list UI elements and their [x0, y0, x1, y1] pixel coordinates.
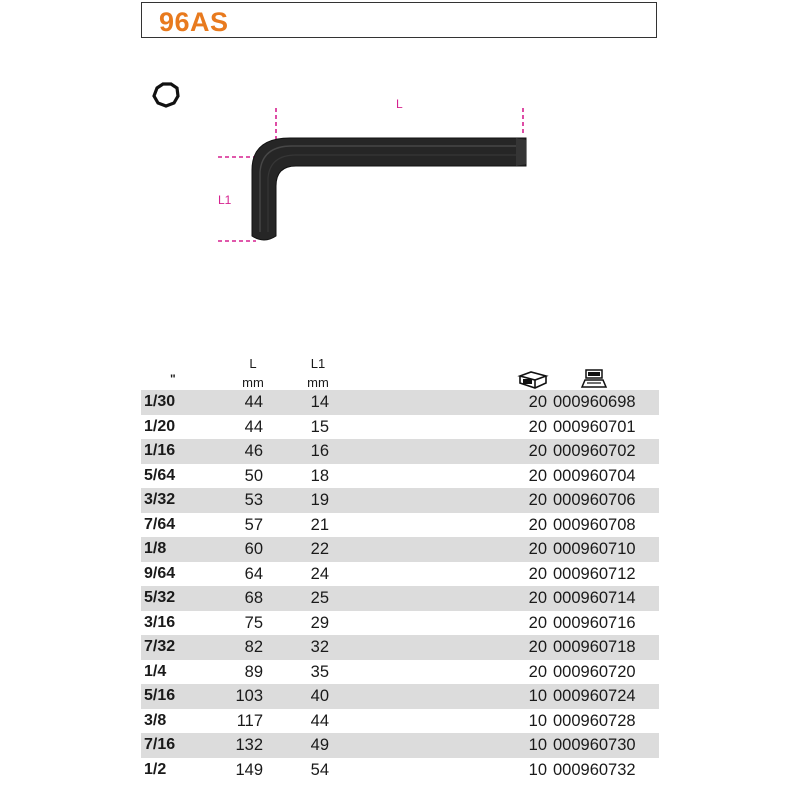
l1-header-unit: mm [307, 375, 329, 390]
page-title: 96AS [159, 7, 229, 37]
length-cell: 103 [235, 687, 263, 705]
size-cell: 1/2 [144, 760, 167, 778]
table-row [141, 513, 659, 538]
length-cell: 64 [244, 564, 263, 583]
short-length-cell: 54 [310, 760, 329, 779]
size-cell: 5/16 [144, 687, 176, 704]
quantity-cell: 20 [528, 491, 547, 509]
length-cell: 68 [244, 589, 263, 607]
table-row [141, 586, 659, 611]
product-code-cell: 000960710 [553, 540, 636, 558]
product-code-cell: 000960724 [553, 687, 636, 705]
table-row [141, 439, 659, 464]
quantity-cell: 20 [528, 662, 547, 681]
l-header-label: L [249, 356, 257, 371]
length-cell: 53 [244, 491, 263, 509]
hexagon-icon [154, 84, 178, 106]
product-code-cell: 000960720 [553, 662, 636, 681]
quantity-cell: 20 [528, 515, 547, 534]
size-cell: 1/4 [144, 662, 167, 680]
short-length-cell: 24 [310, 564, 329, 583]
short-length-cell: 44 [310, 711, 329, 730]
table-row [141, 390, 659, 415]
size-cell: 3/16 [144, 613, 176, 631]
quantity-cell: 10 [528, 687, 547, 705]
size-cell: 7/32 [144, 638, 176, 655]
product-code-cell: 000960714 [553, 589, 636, 607]
table-row [141, 611, 659, 636]
size-cell: 1/8 [144, 540, 167, 557]
quantity-cell: 20 [528, 589, 547, 607]
product-code-cell: 000960716 [553, 613, 636, 632]
short-length-cell: 22 [310, 540, 329, 558]
quantity-cell: 20 [528, 393, 547, 411]
length-cell: 117 [236, 711, 263, 730]
length-cell: 89 [244, 662, 263, 681]
inch-column-header: " [170, 372, 176, 386]
short-length-cell: 16 [310, 442, 329, 460]
table-row [141, 660, 659, 685]
short-length-cell: 21 [310, 515, 329, 534]
product-code-cell: 000960698 [553, 393, 636, 411]
quantity-cell: 10 [528, 711, 547, 730]
table-row [141, 464, 659, 489]
product-code-icon [580, 369, 608, 389]
short-length-cell: 49 [310, 736, 329, 754]
length-cell: 46 [244, 442, 263, 460]
product-code-cell: 000960728 [553, 711, 636, 730]
product-code-cell: 000960730 [553, 736, 636, 754]
length-cell: 44 [244, 393, 263, 411]
dim-label-l: L [396, 97, 403, 111]
product-code-cell: 000960708 [553, 515, 636, 534]
table-row [141, 537, 659, 562]
product-code-cell: 000960718 [553, 638, 636, 656]
length-cell: 60 [244, 540, 263, 558]
hex-key-shape [252, 138, 526, 240]
short-length-cell: 32 [310, 638, 329, 656]
size-cell: 5/64 [144, 466, 176, 484]
short-length-cell: 15 [310, 417, 329, 436]
product-code-cell: 000960701 [553, 417, 636, 436]
size-cell: 1/16 [144, 442, 176, 459]
length-cell: 75 [244, 613, 263, 632]
short-length-cell: 29 [310, 613, 329, 632]
product-code-cell: 000960704 [553, 466, 636, 485]
size-cell: 9/64 [144, 564, 176, 582]
hex-key-illustration [0, 0, 800, 330]
size-cell: 5/32 [144, 589, 176, 606]
short-length-cell: 25 [310, 589, 329, 607]
table-row [141, 733, 659, 758]
quantity-cell: 20 [528, 442, 547, 460]
quantity-cell: 20 [528, 564, 547, 583]
quantity-cell: 20 [528, 466, 547, 485]
quantity-cell: 20 [528, 417, 547, 436]
product-table [141, 390, 659, 782]
quantity-cell: 20 [528, 613, 547, 632]
short-length-cell: 40 [310, 687, 329, 705]
l-column-header [238, 356, 268, 390]
quantity-cell: 20 [528, 638, 547, 656]
short-length-cell: 19 [310, 491, 329, 509]
length-cell: 149 [235, 760, 263, 779]
quantity-cell: 10 [528, 760, 547, 779]
length-cell: 132 [235, 736, 263, 754]
table-row [141, 562, 659, 587]
length-cell: 82 [244, 638, 263, 656]
length-cell: 44 [244, 417, 263, 436]
length-cell: 50 [244, 466, 263, 485]
l-header-unit: mm [242, 375, 264, 390]
product-code-cell: 000960732 [553, 760, 636, 779]
size-cell: 7/64 [144, 515, 176, 533]
length-cell: 57 [244, 515, 263, 534]
table-row [141, 684, 659, 709]
product-code-cell: 000960712 [553, 564, 636, 583]
table-row [141, 635, 659, 660]
quantity-cell: 20 [528, 540, 547, 558]
size-cell: 3/32 [144, 491, 176, 508]
table-row [141, 488, 659, 513]
size-cell: 1/20 [144, 417, 176, 435]
package-quantity-icon [517, 370, 549, 390]
table-row [141, 709, 659, 734]
size-cell: 1/30 [144, 393, 176, 410]
table-row [141, 415, 659, 440]
size-cell: 7/16 [144, 736, 176, 753]
product-code-cell: 000960702 [553, 442, 636, 460]
short-length-cell: 35 [310, 662, 329, 681]
quantity-cell: 10 [528, 736, 547, 754]
l1-header-label: L1 [310, 356, 326, 371]
product-code-cell: 000960706 [553, 491, 636, 509]
l1-column-header [303, 356, 333, 390]
size-cell: 3/8 [144, 711, 167, 729]
short-length-cell: 14 [310, 393, 329, 411]
short-length-cell: 18 [310, 466, 329, 485]
dim-label-l1: L1 [218, 193, 232, 207]
table-row [141, 758, 659, 783]
